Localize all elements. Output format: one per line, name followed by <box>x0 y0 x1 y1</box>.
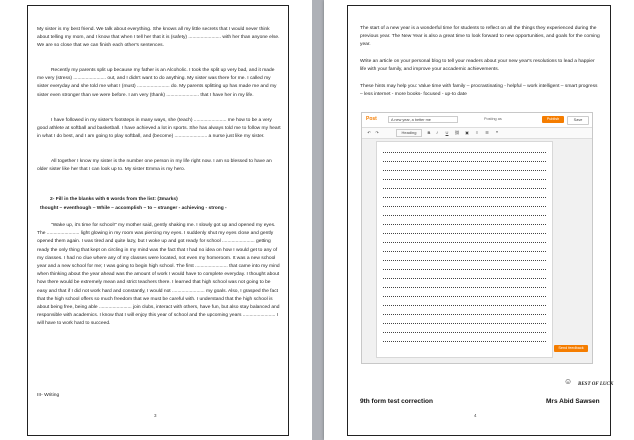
paragraph-4: All together I know my sister is the number one person in my life right now. I am so blessed to have an older sister like her that I can look up to. My sister Emma is my hero. <box>37 159 272 173</box>
editor-writing-area[interactable] <box>376 141 553 358</box>
writing-line <box>383 242 546 243</box>
hints-paragraph: These hints may help you: Value time with family – procrastinating - helpful – work intelligent – smart progress – less internet - more books- focused - up-to date <box>360 84 598 98</box>
blog-logo: Post <box>366 116 377 122</box>
word-list: thought – eventhough – While – accomplish – to – stranger - achieving - strong - <box>40 206 227 211</box>
writing-line <box>383 305 546 306</box>
send-feedback-button[interactable]: Send feedback <box>554 345 588 352</box>
writing-line <box>383 206 546 207</box>
bold-button[interactable]: B <box>427 130 431 135</box>
writing-line <box>383 260 546 261</box>
writing-line <box>383 188 546 189</box>
writing-line <box>383 197 546 198</box>
footer-teacher-name: Mrs Abid Sawsen <box>546 398 600 405</box>
undo-icon[interactable]: ↶ <box>367 130 371 135</box>
writing-line <box>383 152 546 153</box>
writing-line <box>383 233 546 234</box>
page-number: 4 <box>474 413 477 418</box>
writing-line <box>383 224 546 225</box>
heading-select[interactable]: Heading <box>396 129 422 137</box>
paragraph-1: My sister is my best friend. We talk about everything. She knows all my little secrets that I would never think about telling my mom, and I know that when I tell her that it is (safety) ........................ with her than anyone else. We are so close that we can finish each other's sentences. <box>37 27 280 49</box>
writing-line <box>383 170 546 171</box>
formatting-toolbar <box>362 128 592 139</box>
best-of-luck-text: BEST OF LUCK <box>578 382 614 387</box>
writing-line <box>383 215 546 216</box>
writing-line <box>383 296 546 297</box>
writing-heading: III- Writing <box>37 393 60 398</box>
editor-top-bar <box>362 113 592 128</box>
intro-paragraph-1: The start of a new year is a wonderful time for students to reflect on all the things they experienced during the previous year. The New Year is also a great time to look forward to new opportunities, and goals for the coming year. <box>360 26 600 48</box>
save-button[interactable]: Save <box>567 116 589 125</box>
writing-line <box>383 341 546 342</box>
writing-line <box>383 278 546 279</box>
quote-icon[interactable]: ❝ <box>495 130 499 135</box>
right-page <box>324 0 634 440</box>
section-2-title: 2- Fill in the blanks with 6 words from the list: (3marks) <box>50 197 178 202</box>
left-page <box>0 0 312 440</box>
writing-line <box>383 179 546 180</box>
posting-as-label: Posting as <box>484 117 502 121</box>
writing-line <box>383 323 546 324</box>
fill-blanks-text: "Wake up, it's time for school!" my mother said, gently shaking me. I slowly got up and opened my eyes. The ........................ light glowing in my room was piercing my eyes. I suddenly shut my eyes close and gently opened them again. I was tired and quite lazy, but I woke up and got ready for school ........................ getting ready the only thing that kept on circling in my mind was the fact that I had no idea on how I would get to any of my classes. I had no clue where any of my classes were located, not even my homeroom. It was a new school year and a new school for me; I was going to begin high school. The first ........................ that came into my mind when thinking about the year ahead was the amount of work I would have to complete everyday. I thought about how there would be extremely mean and strict teachers there. I learned that high school was not going to be easy and that if I did not work hard and constantly, I would not ........................ my goals. Also, I grasped the fact that the high school offers so much freedom that we must be careful with. I understand that the high school is about being free, being able ........................ join clubs, interact with others, have fun, but also stay balanced and responsible with academics. I know that I will enjoy this year of school and the upcoming years ........................ I will have to work hard to succeed. <box>37 223 280 327</box>
list-icon[interactable]: ☰ <box>485 130 489 135</box>
writing-line <box>383 269 546 270</box>
intro-paragraph-2: Write an article on your personal blog to tell your readers about your new year's resolutions to lead a happier life with your family, and improve your accademic achievements. <box>360 59 595 73</box>
link-icon[interactable]: ⛓ <box>454 130 460 135</box>
footer-test-title: 9th form test correction <box>360 398 433 405</box>
blog-editor-screenshot <box>361 112 593 364</box>
writing-line <box>383 314 546 315</box>
align-icon[interactable]: ≡ <box>475 130 479 135</box>
writing-line <box>383 287 546 288</box>
smiley-icon: ☺ <box>564 377 573 386</box>
redo-icon[interactable]: ↷ <box>375 130 379 135</box>
paragraph-2: Recently my parents split up because my father is an Alcoholic. I took the split up very bad, and it made me very (stress) ........................ out, and I didn't want to do anything. My sister was there for me. I called my sister everyday and she told me what I (must) ........................ do. My parents splitting up has made me and my sister even stronger than we were before. I am very (thank) ........................ that I have her in my life. <box>37 68 277 98</box>
paragraph-3: I have followed in my sister's footsteps in many ways, she (teach) ........................ me how to be a very good athlete at softball and basketball. I have achieved a lot in sports. She has always told me to follow my heart in what I do best, and I am going to play softball, and (become) ........................ a nurse just like my sister. <box>37 118 281 140</box>
writing-line <box>383 161 546 162</box>
publish-button[interactable]: Publish <box>542 116 564 123</box>
post-title-field[interactable]: A new year, a better me <box>388 116 458 123</box>
image-icon[interactable]: ▣ <box>465 130 469 135</box>
page-gap <box>312 0 324 440</box>
italic-button[interactable]: I <box>436 130 438 135</box>
writing-line <box>383 251 546 252</box>
writing-line <box>383 332 546 333</box>
underline-icon[interactable]: U <box>445 130 449 135</box>
page-number: 3 <box>154 413 157 418</box>
